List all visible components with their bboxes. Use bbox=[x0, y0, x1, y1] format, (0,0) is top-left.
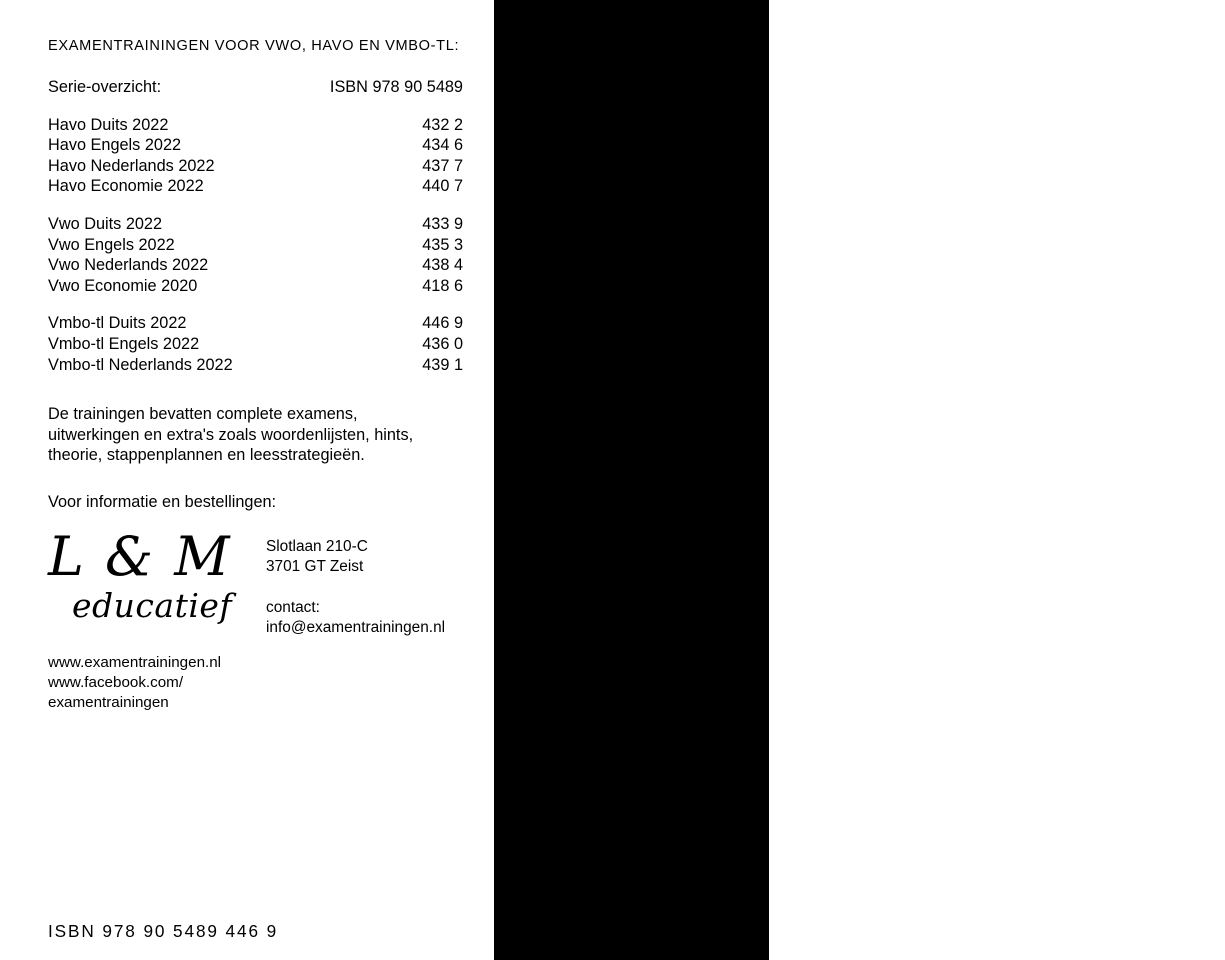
publisher-block bbox=[48, 525, 464, 637]
table-row bbox=[48, 334, 463, 355]
table-row bbox=[48, 176, 463, 197]
row-title: Vmbo-tl Nederlands 2022 bbox=[48, 355, 233, 374]
row-code: 436 0 bbox=[422, 334, 463, 353]
table-spacer bbox=[48, 197, 463, 214]
spine-panel bbox=[494, 0, 1225, 960]
row-code: 439 1 bbox=[422, 355, 463, 374]
contact-label: contact: bbox=[266, 599, 320, 617]
row-title: Havo Nederlands 2022 bbox=[48, 156, 215, 175]
table-header-title: Serie-overzicht: bbox=[48, 78, 162, 96]
table-row bbox=[48, 156, 463, 177]
row-title: Vwo Nederlands 2022 bbox=[48, 256, 209, 275]
row-title: Havo Duits 2022 bbox=[48, 115, 169, 134]
series-isbn-table-body bbox=[48, 77, 463, 375]
facebook-link-line1[interactable]: www.facebook.com/ bbox=[48, 673, 184, 691]
table-row bbox=[48, 355, 463, 376]
table-row bbox=[48, 235, 463, 256]
contact-email[interactable]: info@examentrainingen.nl bbox=[266, 618, 446, 636]
row-title: Vmbo-tl Engels 2022 bbox=[48, 334, 200, 353]
row-code: 418 6 bbox=[422, 276, 463, 295]
series-heading: EXAMENTRAININGEN VOOR VWO, HAVO EN VMBO-TL: bbox=[48, 38, 460, 54]
row-title: Havo Engels 2022 bbox=[48, 136, 182, 155]
table-header-code: ISBN 978 90 5489 bbox=[329, 78, 463, 96]
back-cover-panel bbox=[0, 0, 494, 960]
publisher-contact bbox=[266, 598, 445, 637]
row-code: 435 3 bbox=[422, 235, 463, 254]
table-row bbox=[48, 255, 463, 276]
row-title: Havo Economie 2022 bbox=[48, 177, 204, 196]
row-code: 440 7 bbox=[422, 177, 463, 196]
series-isbn-table bbox=[48, 77, 463, 375]
series-description: De trainingen bevatten complete examens, uitwerkingen en extra's zoals woordenlijsten, hints, theorie, stappenplannen en leesstrategieën. bbox=[48, 405, 414, 464]
row-title: Vwo Economie 2020 bbox=[48, 276, 198, 295]
publisher-logo-secondary: educatief bbox=[72, 586, 233, 626]
row-code: 438 4 bbox=[422, 256, 463, 275]
website-link[interactable]: www.examentrainingen.nl bbox=[48, 654, 222, 672]
table-row bbox=[48, 214, 463, 235]
web-links bbox=[48, 653, 464, 712]
row-title: Vmbo-tl Duits 2022 bbox=[48, 314, 187, 333]
row-code: 433 9 bbox=[422, 214, 463, 233]
address-street: Slotlaan 210-C bbox=[266, 538, 368, 556]
row-code: 432 2 bbox=[422, 115, 463, 134]
table-spacer bbox=[48, 98, 463, 115]
spine-title: EXAMENTRAINING VMBO-TL DUITS 2022 bbox=[1202, 45, 1222, 457]
facebook-link-line2[interactable]: examentrainingen bbox=[48, 693, 169, 711]
table-row bbox=[48, 115, 463, 136]
order-intro-text: Voor informatie en bestellingen: bbox=[48, 493, 277, 512]
row-code: 437 7 bbox=[422, 156, 463, 175]
table-row bbox=[48, 313, 463, 334]
row-code: 434 6 bbox=[422, 136, 463, 155]
table-spacer bbox=[48, 296, 463, 313]
spine-publisher-logo: L & M bbox=[1201, 833, 1225, 903]
table-row bbox=[48, 135, 463, 156]
back-cover-content bbox=[48, 38, 464, 712]
publisher-logo-primary: L & M bbox=[48, 525, 232, 589]
row-code: 446 9 bbox=[422, 314, 463, 333]
row-title: Vwo Engels 2022 bbox=[48, 235, 175, 254]
row-title: Vwo Duits 2022 bbox=[48, 214, 163, 233]
publisher-logo bbox=[48, 525, 263, 626]
address-city: 3701 GT Zeist bbox=[266, 557, 364, 575]
book-isbn: ISBN 978 90 5489 446 9 bbox=[48, 921, 279, 941]
table-header-row bbox=[48, 77, 463, 98]
table-row bbox=[48, 276, 463, 297]
publisher-address bbox=[266, 537, 368, 576]
